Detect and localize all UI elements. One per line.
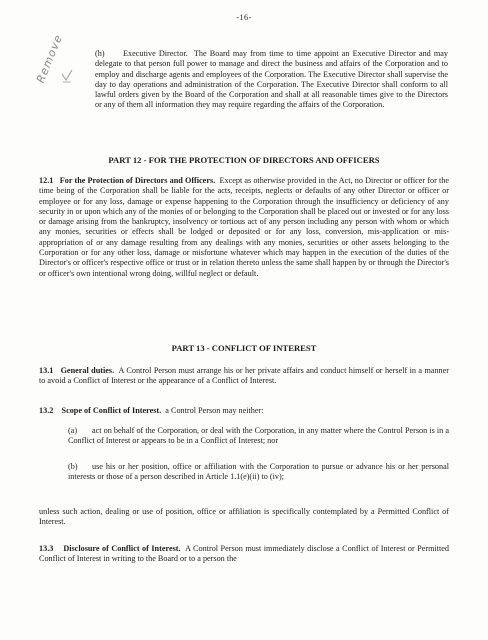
clause-a <box>68 426 449 447</box>
section-12-1-title: For the Protection of Directors and Officers. <box>59 176 216 185</box>
clause-a-text: act on behalf of the Corporation, or deal with the Corporation, in any matter where the Control Person is in a Conflict of Interest or appears to be in a Conflict of Interest; nor <box>68 426 449 446</box>
section-13-1-paragraph <box>39 366 449 387</box>
section-12-1-paragraph <box>39 176 449 279</box>
section-12-1-number: 12.1 <box>39 176 54 185</box>
section-h-text: The Board may from time to time appoint an Executive Director and may delegate to that person full power to manage and direct the business and affairs of the Corporation and to employ and discharge agents and employees of the Corporation. The Executive Director shall supervise the day to day operations and administration of the Corporation. The Executive Director shall conform to all lawful orders given by the Board of the Corporation and shall at all reasonable times give to the Directors or any of them all information they may require regarding the affairs of the Corporation. <box>95 49 449 110</box>
section-h-paragraph <box>95 49 448 111</box>
section-12-1 <box>39 176 449 279</box>
margin-checkmark-icon <box>60 68 74 86</box>
clause-b <box>68 462 449 483</box>
part-13-heading: PART 13 - CONFLICT OF INTEREST <box>171 343 317 353</box>
section-13-3-number: 13.3 <box>39 544 54 553</box>
section-13-3-title: Disclosure of Conflict of Interest. <box>63 544 181 553</box>
section-13-1-title: General duties. <box>60 366 115 375</box>
page-number: -16- <box>236 13 252 22</box>
unless-paragraph <box>39 507 449 528</box>
section-13-2-title: Scope of Conflict of Interest. <box>61 406 162 415</box>
section-13-2 <box>39 406 449 416</box>
unless-text: unless such action, dealing or use of position, office or affiliation is specifically contemplated by a Permitted Conflict of Interest. <box>39 507 449 527</box>
margin-handwritten-note: Remove <box>34 32 66 85</box>
section-13-3-paragraph <box>39 544 449 565</box>
clause-b-paragraph <box>68 462 449 483</box>
section-13-2-number: 13.2 <box>39 406 54 415</box>
section-h <box>95 49 448 111</box>
section-13-1 <box>39 366 449 387</box>
section-13-3-text: A Control Person must immediately disclose a Conflict of Interest or Permitted Conflict of Interest in writing to the Board or to a person the <box>39 544 449 564</box>
section-13-1-text: A Control Person must arrange his or her private affairs and conduct himself or herself in a manner to avoid a Conflict of Interest or the appearance of a Conflict of Interest. <box>39 366 450 386</box>
clause-b-label: (b) <box>68 462 78 471</box>
section-13-2-text: a Control Person may neither: <box>165 406 264 415</box>
section-h-label: (h) <box>95 49 105 58</box>
section-13-2-paragraph <box>39 406 449 416</box>
section-13-3 <box>39 544 449 565</box>
clause-a-label: (a) <box>68 426 78 435</box>
section-12-1-text: Except as otherwise provided in the Act, no Director or officer for the time being of the Corporation shall be liable for the acts, receipts, neglects or defaults of any other Director or officer or employee or for any loss, damage or expense happening to the Corporation through the insufficiency or deficiency of any security in or upon which any of the monies of or belonging to the Corporation shall be placed out or invested or for any loss or damage arising from the bankruptcy, insolvency or tortious act of any person including any person with whom or which any monies, securities or effects shall be lodged or deposited or for any loss, conversion, mis-application or mis-appropriation of or any damage resulting from any dealings with any monies, securities or other assets belonging to the Corporation or for any other loss, damage or misfortune whatever which may happen in the execution of the duties of the Director's or officer's respective office or trust or in relation thereto unless the same shall happen by or through the Director's or officer's own intentional wrong doing, willful neglect or default. <box>39 176 449 278</box>
clause-b-text: use his or her position, office or affiliation with the Corporation to pursue or advance his or her personal interests or those of a person described in Article 1.1(e)(ii) to (iv); <box>68 462 449 482</box>
section-h-title: Executive Director. <box>123 49 188 58</box>
clause-a-paragraph <box>68 426 449 447</box>
section-13-1-number: 13.1 <box>39 366 54 375</box>
part-12-heading: PART 12 - FOR THE PROTECTION OF DIRECTORS AND OFFICERS <box>108 155 380 165</box>
